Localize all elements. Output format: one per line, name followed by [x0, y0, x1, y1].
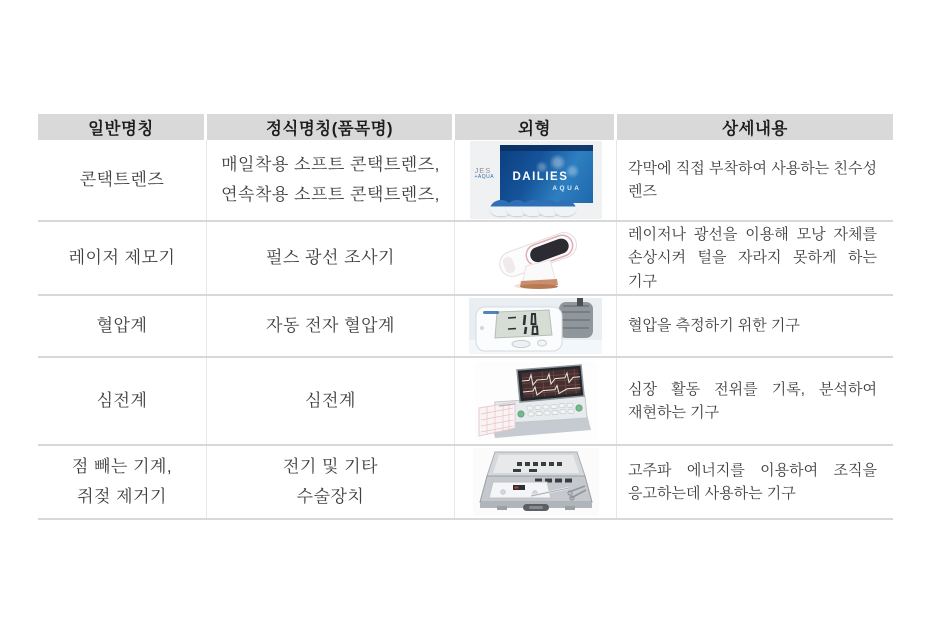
cell-general-name: [38, 296, 207, 356]
lens-blister-packs: [496, 200, 576, 216]
official-name-line: 연속착용 소프트 콘택트렌즈,: [221, 185, 440, 204]
table-header-row: [38, 114, 893, 140]
general-name-text: 레이저 제모기: [68, 248, 176, 268]
lens-corner-top: JES: [474, 166, 492, 175]
ecg-machine-photo: [475, 362, 597, 440]
details-text: 고주파 에너지를 이용하여 조직을 응고하는데 사용하는 기구: [628, 461, 877, 502]
general-name-text: 심전계: [96, 391, 148, 411]
cell-general-name: [38, 446, 207, 518]
cell-details: [617, 296, 893, 356]
table-row: [38, 446, 893, 520]
details-text: 레이저나 광선을 이용해 모낭 자체를 손상시켜 털을 자라지 못하게 하는 기구: [628, 226, 877, 290]
official-name-line: 자동 전자 혈압계: [266, 316, 395, 336]
header-official-name: 정식명칭(품목명): [207, 114, 455, 140]
cell-details: [617, 446, 893, 518]
details-text: 심장 활동 전위를 기록, 분석하여 재현하는 기구: [628, 380, 877, 421]
lens-brand-text: DAILIES: [512, 171, 569, 183]
medical-device-table: [38, 114, 893, 520]
contact-lens-photo: [470, 141, 602, 219]
cell-details: [617, 140, 893, 220]
official-name-line: 수술장치: [296, 487, 365, 506]
cell-appearance: [455, 296, 617, 356]
cell-appearance: [455, 222, 617, 294]
cell-appearance: [455, 358, 617, 444]
cell-official-name: [207, 446, 455, 518]
general-name-line: 쥐젖 제거기: [77, 487, 167, 506]
ecg-graphic: [475, 362, 597, 440]
blood-pressure-monitor-photo: [469, 298, 602, 354]
official-name-line: 펄스 광선 조사기: [266, 248, 395, 268]
cell-official-name: [207, 222, 455, 294]
cell-general-name: [38, 140, 207, 220]
table-row: [38, 140, 893, 222]
cell-details: [617, 222, 893, 294]
header-general-name: 일반명칭: [38, 114, 207, 140]
table-row: [38, 296, 893, 358]
cell-appearance: [455, 140, 617, 220]
bp-monitor-graphic: [469, 298, 602, 354]
header-details: 상세내용: [617, 114, 893, 140]
official-name-line: 매일착용 소프트 콘택트렌즈,: [221, 155, 440, 175]
surgical-case-graphic: [473, 448, 599, 516]
details-text: 혈압을 측정하기 위한 기구: [628, 317, 800, 335]
header-appearance: 외형: [455, 114, 617, 140]
general-name-line: 점 빼는 기계,: [71, 457, 173, 477]
laser-device-graphic: [476, 226, 596, 290]
lens-corner-label: [475, 167, 495, 181]
table-row: [38, 222, 893, 296]
general-name-text: 혈압계: [96, 316, 148, 336]
cell-details: [617, 358, 893, 444]
cell-general-name: [38, 222, 207, 294]
table-row: [38, 358, 893, 446]
official-name-line: 심전계: [305, 391, 356, 411]
lens-corner-bottom: +AQUA: [474, 174, 495, 181]
laser-hair-remover-photo: [476, 226, 596, 290]
cell-official-name: [207, 296, 455, 356]
cell-general-name: [38, 358, 207, 444]
cell-official-name: [207, 358, 455, 444]
general-name-text: 콘택트렌즈: [79, 170, 165, 190]
lens-sub-text: AQUA: [552, 185, 582, 192]
lens-box-graphic: [500, 145, 593, 203]
official-name-line: 전기 및 기타: [282, 457, 379, 477]
electrosurgical-device-photo: [473, 448, 599, 516]
cell-appearance: [455, 446, 617, 518]
details-text: 각막에 직접 부착하여 사용하는 친수성 렌즈: [628, 159, 877, 200]
cell-official-name: [207, 140, 455, 220]
